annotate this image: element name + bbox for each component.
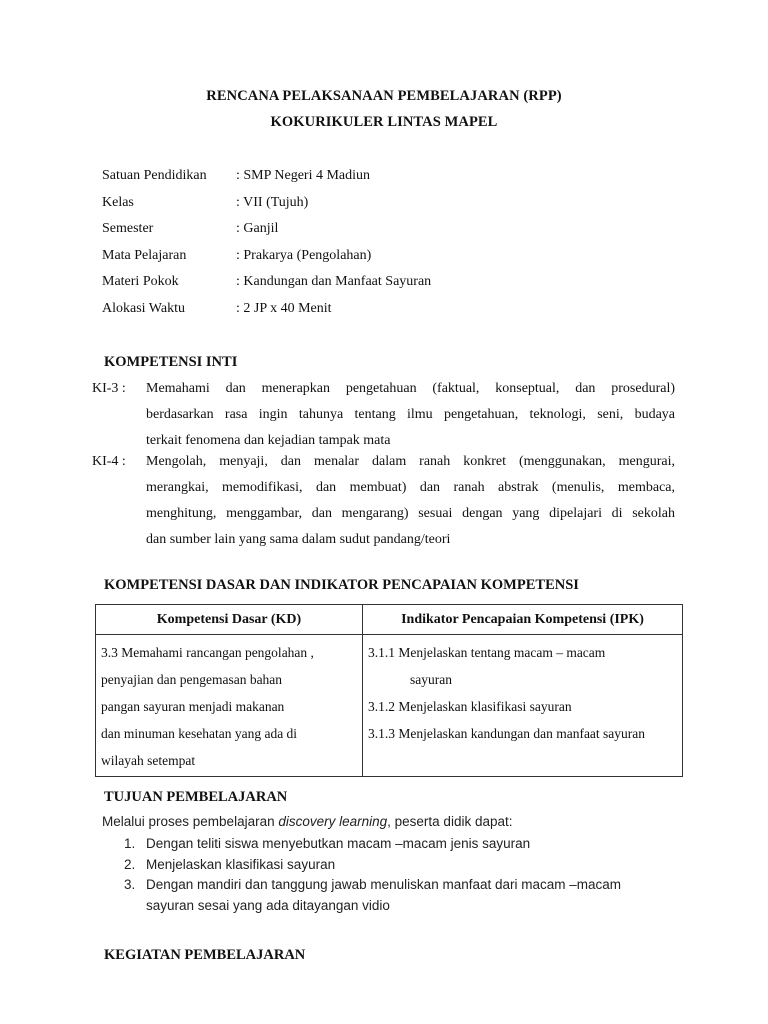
identity-value: : Prakarya (Pengolahan) (236, 248, 372, 263)
ipk-column-header: Indikator Pencapaian Kompetensi (IPK) (363, 605, 683, 635)
ipk-item: 3.1.3 Menjelaskan kandungan dan manfaat sayuran (368, 726, 646, 741)
kd-line: pangan sayuran menjadi makanan (101, 699, 285, 714)
identity-value: : Kandungan dan Manfaat Sayuran (236, 274, 432, 289)
identity-value: : VII (Tujuh) (236, 195, 309, 210)
kd-cell (96, 635, 363, 777)
document-title: RENCANA PELAKSANAAN PEMBELAJARAN (RPP) (206, 88, 562, 104)
document-subtitle: KOKURIKULER LINTAS MAPEL (270, 114, 498, 130)
tujuan-intro (102, 814, 513, 829)
table-row (96, 635, 683, 777)
identity-label: Kelas (102, 195, 134, 210)
tujuan-intro-italic: discovery learning (278, 814, 388, 829)
kegiatan-heading: KEGIATAN PEMBELAJARAN (104, 947, 306, 963)
tujuan-intro-text: Melalui proses pembelajaran (102, 814, 279, 829)
identity-value: : Ganjil (236, 221, 279, 236)
ki-line: menghitung, menggambar, dan mengarang) sesuai dengan yang dipelajari di sekolah (146, 506, 675, 521)
kd-line: 3.3 Memahami rancangan pengolahan , (101, 645, 314, 660)
tujuan-list (102, 834, 662, 916)
identity-value: : SMP Negeri 4 Madiun (236, 168, 371, 183)
list-number: 3. (124, 877, 136, 892)
tujuan-intro-text: , peserta didik dapat: (387, 814, 513, 829)
identity-label: Materi Pokok (102, 274, 179, 289)
ki-line: terkait fenomena dan kejadian tampak mata (146, 433, 391, 448)
ki-line: Memahami dan menerapkan pengetahuan (faktual, konseptual, dan prosedural) (146, 381, 675, 396)
identity-value: : 2 JP x 40 Menit (236, 301, 332, 316)
ipk-item-continuation: sayuran (410, 672, 452, 687)
table-header-row (96, 605, 683, 635)
ki3-code: KI-3 : (92, 381, 126, 396)
kd-column-header: Kompetensi Dasar (KD) (96, 605, 363, 635)
kd-ipk-table (95, 604, 683, 777)
ki4-text (146, 449, 675, 553)
list-number: 1. (124, 836, 136, 851)
list-item-text: Dengan mandiri dan tanggung jawab menuliskan manfaat dari macam –macam sayuran sesai yang ada ditayangan vidio (146, 877, 622, 913)
identity-label: Semester (102, 221, 154, 236)
ipk-item: 3.1.2 Menjelaskan klasifikasi sayuran (368, 699, 572, 714)
kd-line: wilayah setempat (101, 753, 196, 768)
list-item (102, 855, 662, 876)
ki-heading: KOMPETENSI INTI (104, 354, 238, 370)
ki4-code: KI-4 : (92, 454, 126, 469)
list-item-text: Menjelaskan klasifikasi sayuran (146, 856, 336, 872)
kd-line: dan minuman kesehatan yang ada di (101, 726, 298, 741)
list-item-text: Dengan teliti siswa menyebutkan macam –macam jenis sayuran (146, 836, 531, 851)
list-item (102, 875, 662, 916)
list-number: 2. (124, 856, 136, 872)
ki-line: dan sumber lain yang sama dalam sudut pandang/teori (146, 532, 451, 547)
ki-line: Mengolah, menyaji, dan menalar dalam ranah konkret (menggunakan, mengurai, (146, 454, 675, 469)
ki3-text (146, 376, 675, 454)
kd-line: penyajian dan pengemasan bahan (101, 672, 283, 687)
list-item (102, 834, 662, 855)
identity-label: Satuan Pendidikan (102, 168, 207, 183)
ki-line: merangkai, memodifikasi, dan membuat) dan ranah abstrak (menulis, membaca, (146, 480, 675, 495)
kd-heading: KOMPETENSI DASAR DAN INDIKATOR PENCAPAIAN KOMPETENSI (104, 577, 579, 593)
ki-line: berdasarkan rasa ingin tahunya tentang ilmu pengetahuan, teknologi, seni, budaya (146, 407, 675, 422)
identity-label: Alokasi Waktu (102, 301, 185, 316)
ipk-cell (363, 635, 683, 777)
tujuan-heading: TUJUAN PEMBELAJARAN (104, 789, 288, 805)
ipk-item: 3.1.1 Menjelaskan tentang macam – macam (368, 645, 606, 660)
identity-label: Mata Pelajaran (102, 248, 187, 263)
